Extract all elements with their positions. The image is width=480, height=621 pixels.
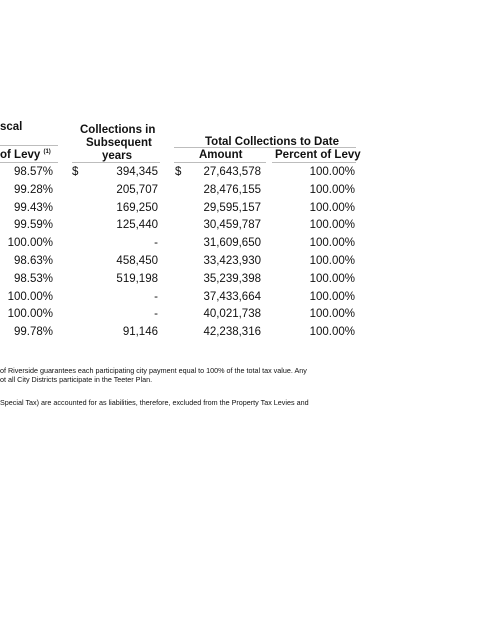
cell-subsequent: 394,345: [116, 166, 158, 178]
cell-subsequent: -: [154, 237, 158, 249]
cell-subsequent: -: [154, 291, 158, 303]
footnote-marker: (1): [43, 149, 51, 156]
cell-total-pct: 100.00%: [309, 326, 355, 338]
cell-subsequent: 458,450: [116, 255, 158, 267]
cell-total-amount: 33,423,930: [203, 255, 261, 267]
cell-total-pct: 100.00%: [309, 308, 355, 320]
cell-total-pct: 100.00%: [309, 219, 355, 231]
cell-pct-fiscal: 98.53%: [13, 273, 53, 285]
header-rule-percent: [0, 162, 58, 163]
header-amount: Amount: [199, 149, 243, 161]
cell-total-amount: 31,609,650: [203, 237, 261, 249]
cell-pct-fiscal: 98.63%: [13, 255, 53, 267]
cell-pct-fiscal: 100.00%: [7, 291, 53, 303]
cell-total-amount: 30,459,787: [203, 219, 261, 231]
cell-total-amount: 35,239,398: [203, 273, 261, 285]
cell-pct-fiscal: 99.43%: [13, 202, 53, 214]
cell-total-amount: 40,021,738: [203, 308, 261, 320]
header-rule-fiscal: [0, 145, 58, 146]
cell-subsequent: 169,250: [116, 202, 158, 214]
header-rule-total: [174, 147, 356, 148]
cell-subsequent: 91,146: [122, 326, 158, 338]
header-rule-pct-levy: [272, 162, 356, 163]
footnote-1-line-1: of Riverside guarantees each participating city payment equal to 100% of the total tax value. Any: [0, 366, 307, 375]
cell-pct-fiscal: 99.28%: [13, 184, 53, 196]
currency-symbol-subsequent: $: [72, 166, 79, 178]
header-collections-line3: years: [102, 150, 133, 162]
header-collections-line2: Subsequent: [86, 137, 152, 149]
cell-pct-fiscal: 100.00%: [7, 308, 53, 320]
currency-symbol-total: $: [175, 166, 182, 178]
cell-pct-fiscal: 98.57%: [13, 166, 53, 178]
cell-total-pct: 100.00%: [309, 291, 355, 303]
footnote-2-line-1: Special Tax) are accounted for as liabilities, therefore, excluded from the Property Tax Levies and: [0, 398, 309, 407]
cell-total-amount: 27,643,578: [203, 166, 261, 178]
cell-subsequent: -: [154, 308, 158, 320]
cell-pct-fiscal: 99.59%: [13, 219, 53, 231]
cell-total-pct: 100.00%: [309, 273, 355, 285]
cell-pct-fiscal: 99.78%: [13, 326, 53, 338]
header-percent-of-levy: Percent of Levy: [275, 149, 361, 161]
header-rule-subsequent: [72, 162, 160, 163]
percent-levy-label: of Levy: [0, 149, 41, 161]
cell-subsequent: 205,707: [116, 184, 158, 196]
header-percent-levy-partial: [0, 149, 51, 161]
cell-subsequent: 125,440: [116, 219, 158, 231]
header-fiscal-partial: scal: [0, 121, 23, 133]
header-rule-amount: [174, 162, 266, 163]
header-collections-line1: Collections in: [80, 124, 156, 136]
cell-pct-fiscal: 100.00%: [7, 237, 53, 249]
cell-subsequent: 519,198: [116, 273, 158, 285]
header-total-collections: Total Collections to Date: [205, 136, 339, 148]
cell-total-amount: 28,476,155: [203, 184, 261, 196]
cell-total-pct: 100.00%: [309, 166, 355, 178]
footnote-1-line-2: ot all City Districts participate in the Teeter Plan.: [0, 375, 153, 384]
cell-total-pct: 100.00%: [309, 184, 355, 196]
cell-total-amount: 29,595,157: [203, 202, 261, 214]
cell-total-pct: 100.00%: [309, 255, 355, 267]
cell-total-pct: 100.00%: [309, 237, 355, 249]
cell-total-pct: 100.00%: [309, 202, 355, 214]
cell-total-amount: 37,433,664: [203, 291, 261, 303]
cell-total-amount: 42,238,316: [203, 326, 261, 338]
